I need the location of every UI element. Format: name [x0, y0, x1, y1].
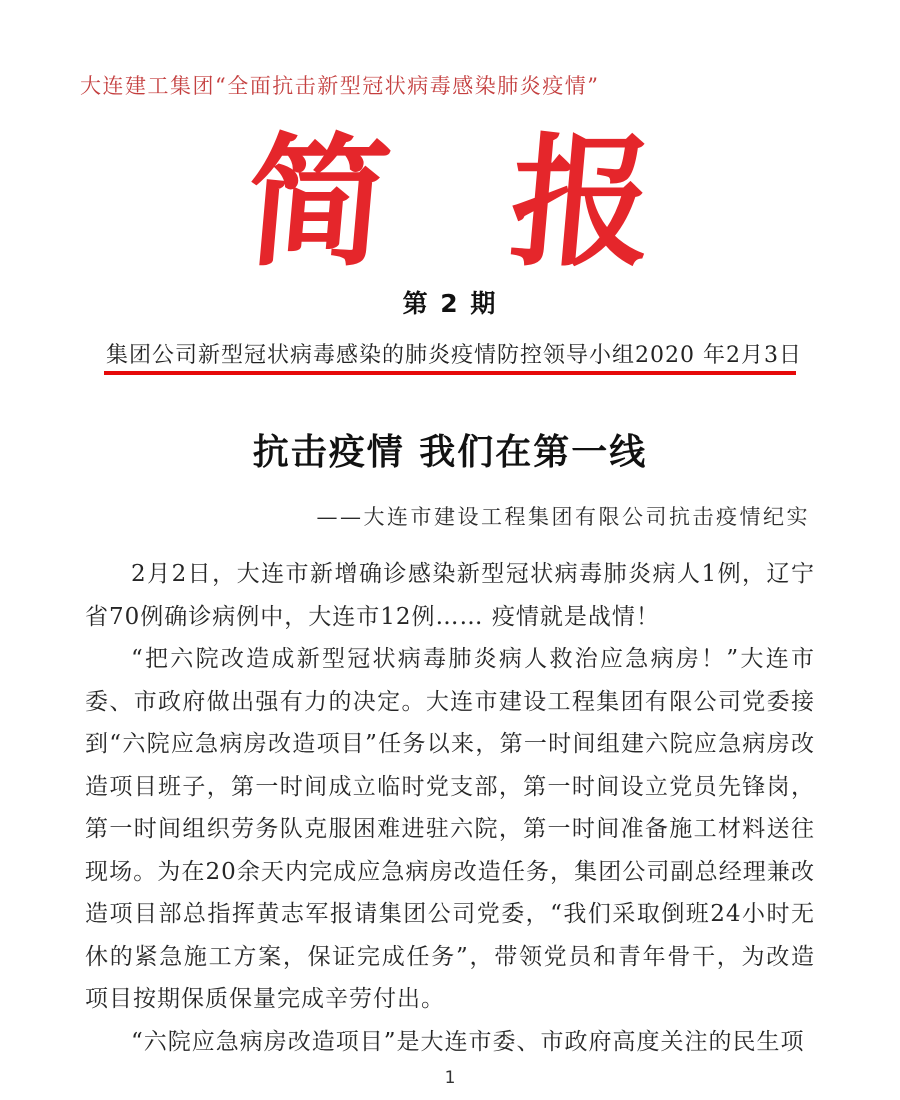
- red-divider: [104, 371, 796, 375]
- issue-date: 2020 年2月3日: [635, 343, 802, 368]
- page-number: 1: [444, 1068, 456, 1088]
- article-title: 抗击疫情 我们在第一线: [252, 431, 648, 473]
- document-header: 大连建工集团“全面抗击新型冠状病毒感染肺炎疫情”: [80, 74, 600, 98]
- paragraph-2: “把六院改造成新型冠状病毒肺炎病人救治应急病房！”大连市委、市政府做出强有力的决定。大连市建设工程集团有限公司党委接到“六院应急病房改造项目”任务以来，第一时间组建六院应急病房改造项目班子，第一时间成立临时党支部，第一时间设立党员先锋岗，第一时间组织劳务队克服困难进驻六院，第一时间准备施工材料送往现场。为在20余天内完成应急病房改造任务，集团公司副总经理兼改造项目部总指挥黄志军报请集团公司党委，“我们采取倒班24小时无休的紧急施工方案，保证完成任务”，带领党员和青年骨干，为改造项目按期保质保量完成辛劳付出。: [85, 646, 815, 1012]
- paragraph-1: 2月2日，大连市新增确诊感染新型冠状病毒肺炎病人1例，辽宁省70例确诊病例中，大连市12例…… 疫情就是战情！: [85, 561, 815, 630]
- issue-number: 第 2 期: [402, 289, 498, 318]
- paragraph-3: “六院应急病房改造项目”是大连市委、市政府高度关注的民生项: [131, 1028, 805, 1055]
- masthead-char-2: 报: [503, 121, 661, 286]
- masthead-char-1: 简: [239, 121, 397, 286]
- masthead-title: [0, 121, 900, 286]
- article-body: [85, 553, 815, 1063]
- article-subtitle: ——大连市建设工程集团有限公司抗击疫情纪实: [316, 505, 810, 529]
- org-date-line: [106, 338, 802, 369]
- org-name: 集团公司新型冠状病毒感染的肺炎疫情防控领导小组: [106, 343, 636, 368]
